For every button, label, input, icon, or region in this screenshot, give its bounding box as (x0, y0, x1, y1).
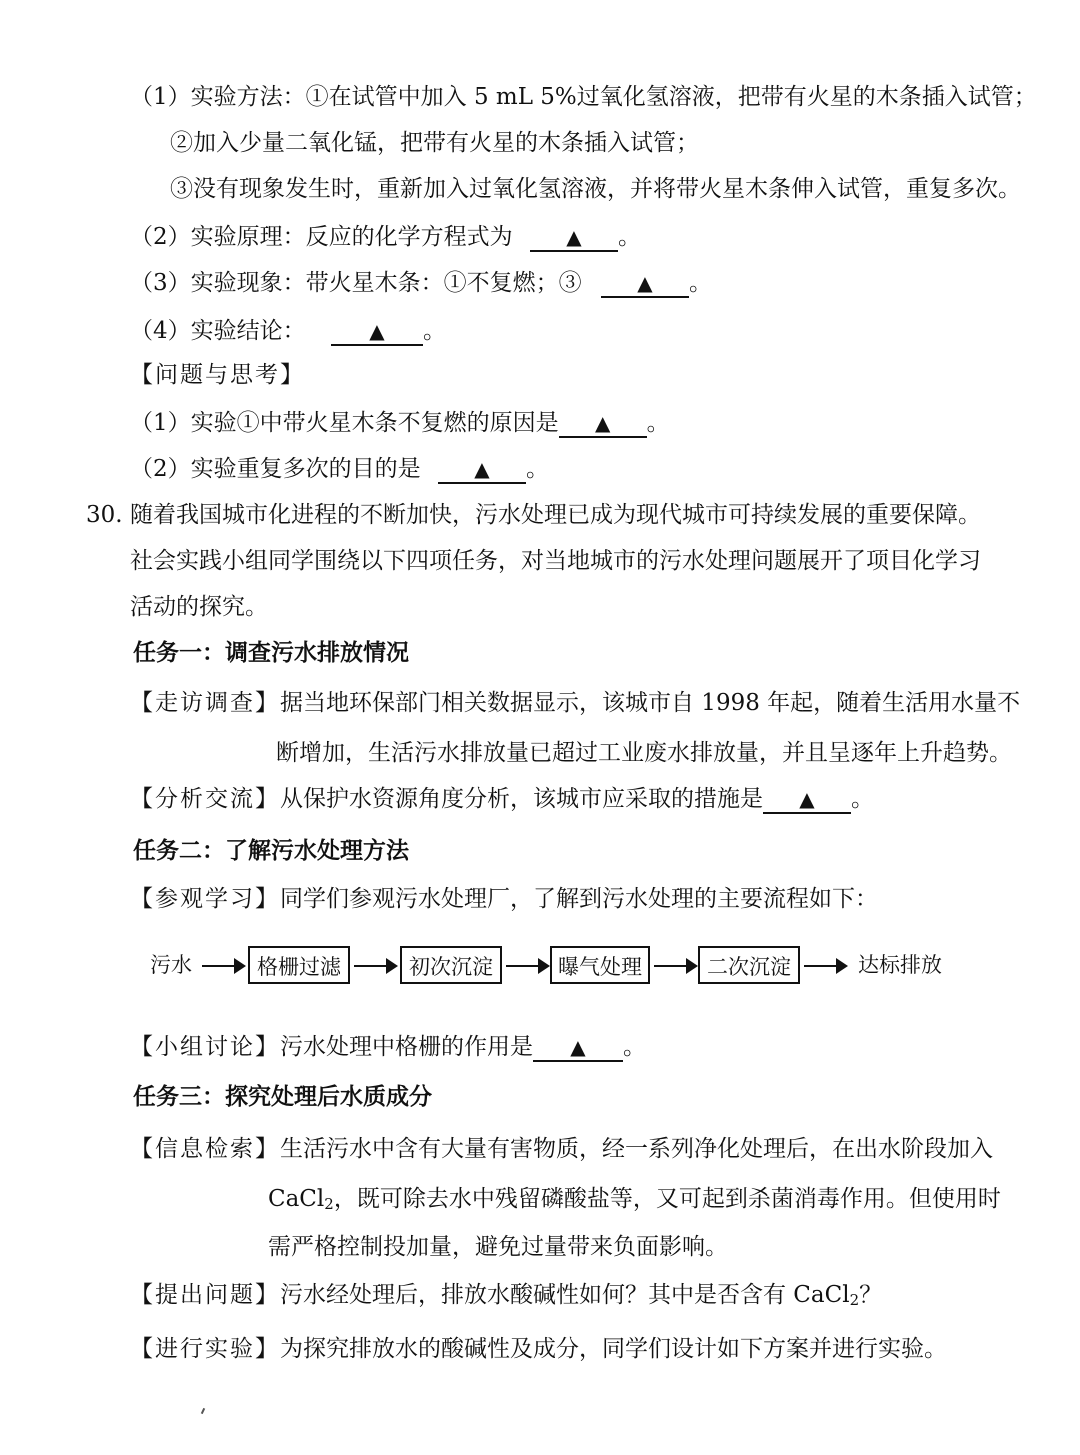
period: 。 (623, 1034, 646, 1060)
visit-survey-line-2: 断增加，生活污水排放量已超过工业废水排放量，并且呈逐年上升趋势。 (276, 740, 1012, 766)
exp-conclusion-line (130, 316, 446, 346)
raise-question-tag: 【提出问题】 (130, 1282, 280, 1308)
info-search-line-2 (268, 1184, 1001, 1214)
tour-tag: 【参观学习】 (130, 886, 280, 912)
analysis-tag: 【分析交流】 (130, 786, 280, 812)
experiment-text: 为探究排放水的酸碱性及成分，同学们设计如下方案并进行实验。 (280, 1336, 947, 1362)
analysis-text: 从保护水资源角度分析，该城市应采取的措施是 (280, 786, 763, 812)
info-search-text-1: 生活污水中含有大量有害物质，经一系列净化处理后，在出水阶段加入 (280, 1136, 993, 1162)
exp-method-line-2: ②加入少量二氧化锰，把带有火星的木条插入试管； (170, 130, 699, 156)
exp-conclusion-text: （4）实验结论： (130, 318, 306, 344)
visit-survey-text-1: 据当地环保部门相关数据显示，该城市自 1998 年起，随着生活用水量不 (280, 690, 1021, 716)
thinking-q1-line (130, 408, 670, 438)
flow-step-aeration: 曝气处理 (550, 946, 650, 984)
answer-blank-grille-function[interactable] (533, 1034, 623, 1062)
question-mark: ？ (859, 1282, 883, 1308)
flow-start-sewage: 污水 (150, 953, 192, 977)
info-search-line-3: 需严格控制投加量，避免过量带来负面影响。 (268, 1234, 728, 1260)
blank-triangle-icon: ▲ (369, 319, 385, 343)
blank-triangle-icon: ▲ (594, 411, 611, 435)
q30-intro-line-2: 社会实践小组同学围绕以下四项任务，对当地城市的污水处理问题展开了项目化学习 (130, 548, 981, 574)
analysis-line (130, 784, 874, 814)
tour-text: 同学们参观污水处理厂，了解到污水处理的主要流程如下： (280, 886, 878, 912)
flow-arrow-icon (202, 965, 244, 967)
flow-step-screen-filtration: 格栅过滤 (248, 946, 350, 984)
exp-principle-line (130, 222, 641, 252)
blank-triangle-icon: ▲ (799, 787, 815, 811)
flow-step-secondary-sedimentation: 二次沉淀 (698, 946, 800, 984)
exp-method-line-1: （1）实验方法：①在试管中加入 5 mL 5%过氧化氢溶液，把带有火星的木条插入试管； (130, 84, 1037, 110)
task-3-heading: 任务三：探究处理后水质成分 (133, 1083, 432, 1110)
info-search-text-2: ，既可除去水中残留磷酸盐等，又可起到杀菌消毒作用。但使用时 (333, 1186, 1001, 1212)
exp-phenomenon-line (130, 268, 712, 298)
visit-survey-tag: 【走访调查】 (130, 690, 280, 716)
flow-step-primary-sedimentation: 初次沉淀 (400, 946, 502, 984)
period: 。 (646, 410, 670, 436)
answer-blank-principle[interactable] (530, 224, 618, 252)
flow-arrow-icon (354, 965, 396, 967)
raise-question-line (130, 1280, 882, 1310)
task-1-heading: 任务一：调查污水排放情况 (133, 639, 409, 666)
raise-question-text: 污水经处理后，排放水酸碱性如何？其中是否含有 CaCl (280, 1282, 850, 1308)
period: 。 (422, 318, 446, 344)
answer-blank-measures[interactable] (763, 786, 851, 814)
answer-blank-phenomenon[interactable] (601, 270, 689, 298)
discussion-text: 污水处理中格栅的作用是 (280, 1034, 533, 1060)
question-number-30: 30. (86, 502, 123, 528)
question-thinking-heading: 【问题与思考】 (130, 362, 305, 388)
blank-triangle-icon: ▲ (637, 271, 653, 295)
flow-arrow-icon (654, 965, 696, 967)
info-search-tag: 【信息检索】 (130, 1136, 280, 1162)
discussion-tag: 【小组讨论】 (130, 1034, 280, 1060)
thinking-q2-text: （2）实验重复多次的目的是 (130, 456, 421, 482)
info-search-line-1 (130, 1134, 993, 1164)
answer-blank-reason[interactable] (559, 410, 647, 438)
q30-intro-line-1: 随着我国城市化进程的不断加快，污水处理已成为现代城市可持续发展的重要保障。 (130, 502, 981, 528)
thinking-q2-line (130, 454, 549, 484)
exp-method-line-3: ③没有现象发生时，重新加入过氧化氢溶液，并将带火星木条伸入试管，重复多次。 (170, 176, 1021, 202)
visit-survey-line-1 (130, 688, 1020, 718)
answer-blank-purpose[interactable] (438, 456, 526, 484)
exp-phenomenon-text: （3）实验现象：带火星木条：①不复燃；③ (130, 270, 582, 296)
blank-triangle-icon: ▲ (566, 225, 582, 249)
exp-principle-text: （2）实验原理：反应的化学方程式为 (130, 224, 513, 250)
flow-end-discharge: 达标排放 (858, 953, 942, 977)
blank-triangle-icon: ▲ (570, 1035, 586, 1059)
thinking-q1-text: （1）实验①中带火星木条不复燃的原因是 (130, 410, 559, 436)
experiment-tag: 【进行实验】 (130, 1336, 280, 1362)
cacl2-subscript: 2 (324, 1195, 334, 1213)
task-2-heading: 任务二：了解污水处理方法 (133, 837, 409, 864)
cacl2-subscript: 2 (849, 1291, 860, 1309)
blank-triangle-icon: ▲ (474, 457, 490, 481)
period: 。 (851, 786, 874, 812)
period: 。 (617, 224, 641, 250)
flow-arrow-icon (506, 965, 548, 967)
answer-blank-conclusion[interactable] (331, 318, 423, 346)
discussion-line (130, 1032, 646, 1062)
cacl2-formula: CaCl (268, 1186, 325, 1212)
stray-pen-mark (201, 1408, 205, 1414)
tour-line (130, 884, 878, 914)
experiment-line (130, 1334, 947, 1364)
period: 。 (525, 456, 549, 482)
q30-intro-line-3: 活动的探究。 (130, 594, 268, 620)
flow-arrow-icon (804, 965, 846, 967)
period: 。 (688, 270, 712, 296)
